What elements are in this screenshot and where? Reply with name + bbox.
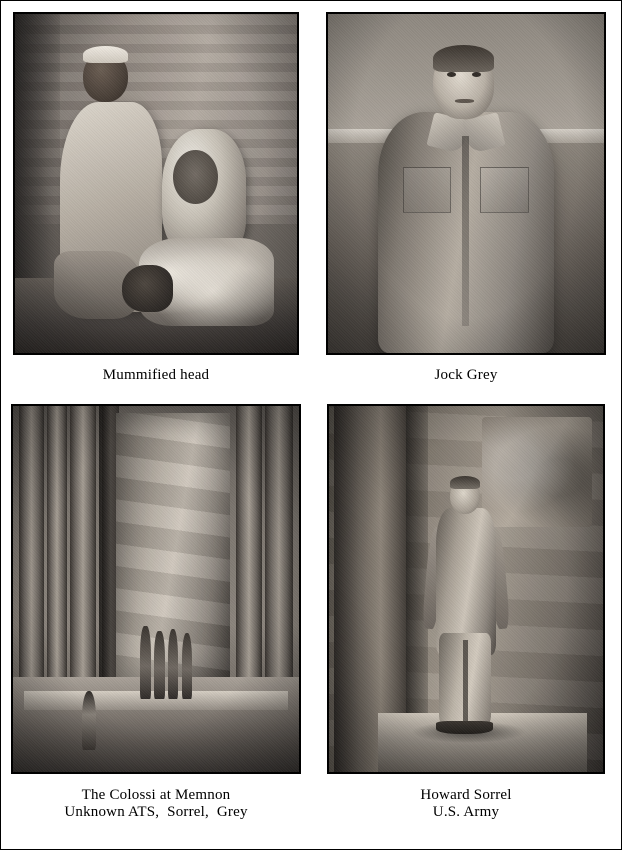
- photo-mummified-head: [13, 12, 299, 355]
- photo-cell-jock-grey: [311, 1, 621, 401]
- photo-jock-grey: [326, 12, 606, 355]
- photo-vignette: [13, 406, 299, 772]
- photo-scene-colossi: [13, 406, 299, 772]
- caption-line: Jock Grey: [434, 367, 498, 383]
- photo-cell-mummified-head: [1, 1, 311, 401]
- photo-scene-jock-grey: [328, 14, 604, 353]
- photo-vignette: [328, 14, 604, 353]
- photo-scene-mummified-head: [15, 14, 297, 353]
- caption-jock-grey: [434, 367, 497, 384]
- photo-scene-howard-sorrel: [329, 406, 603, 772]
- caption-mummified-head: [103, 367, 210, 384]
- photo-cell-howard-sorrel: [311, 401, 621, 849]
- photo-vignette: [329, 406, 603, 772]
- caption-line: Unknown ATS, Sorrel, Grey: [64, 804, 248, 820]
- caption-line: The Colossi at Memnon: [81, 787, 231, 803]
- photo-vignette: [15, 14, 297, 353]
- photo-grid: [1, 1, 621, 849]
- caption-line: Howard Sorrel: [420, 787, 512, 803]
- caption-line: Mummified head: [102, 367, 210, 383]
- photo-howard-sorrel: [327, 404, 605, 774]
- caption-line: U.S. Army: [432, 804, 500, 820]
- photo-colossi-at-memnon: [11, 404, 301, 774]
- caption-howard-sorrel: [420, 787, 511, 821]
- photo-cell-colossi-at-memnon: [1, 401, 311, 849]
- caption-colossi-at-memnon: [64, 787, 247, 821]
